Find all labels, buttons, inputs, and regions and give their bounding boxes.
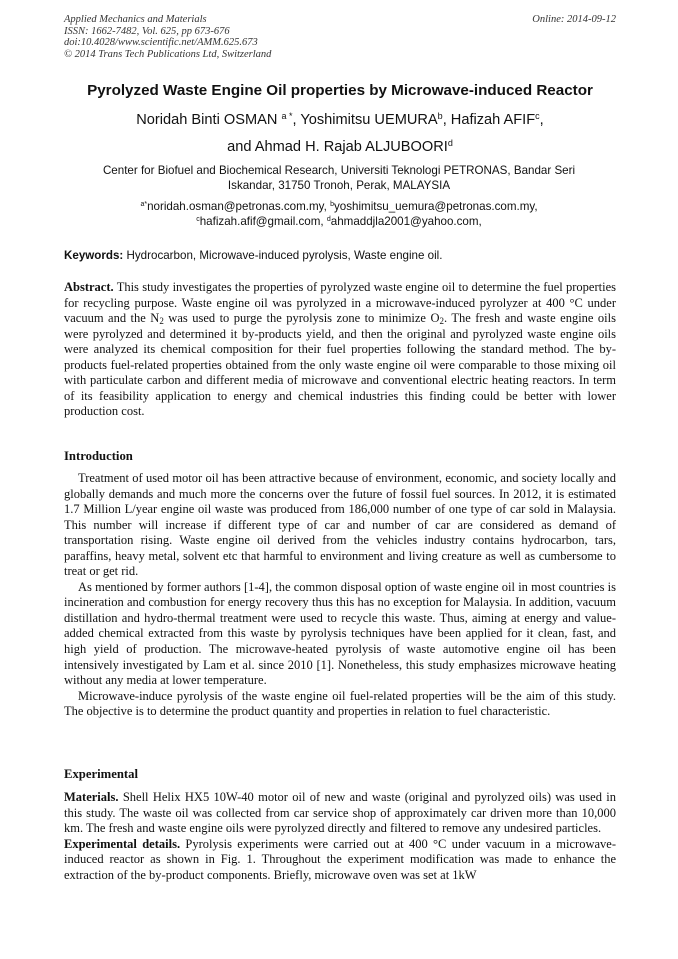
email-3[interactable]: hafizah.afif@gmail.com, [199, 214, 324, 228]
materials-label: Materials. [64, 790, 119, 804]
abstract [64, 280, 616, 420]
author-3: Hafizah AFIF [450, 112, 536, 128]
author-3-affil: c [535, 111, 540, 121]
journal-header [64, 14, 616, 60]
affiliation-line-2: Iskandar, 31750 Tronoh, Perak, MALAYSIA [227, 178, 451, 192]
abstract-sub-b: 2 [439, 316, 444, 327]
abstract-label: Abstract. [64, 280, 114, 294]
introduction-heading: Introduction [64, 449, 133, 463]
materials-text: Shell Helix HX5 10W-40 motor oil of new and waste (original and pyrolyzed oils) was used in this study. The waste oil was collected from car service shop of approximately car driven more than 10,000 km. The fresh and waste engine oils were pyrolyzed directly and filtered to remove any undesired particles. [64, 790, 616, 836]
journal-doi: doi:10.4028/www.scientific.net/AMM.625.673 [64, 37, 258, 48]
keywords [64, 249, 616, 262]
email-line-2 [58, 215, 620, 230]
details-text: Pyrolysis experiments were carried out at 400 °C under vacuum in a microwave-induced reactor as shown in Fig. 1. Throughout the experiment modification was made to enhance the extraction of the by-product components. Briefly, microwave oven was set at 1kW [64, 836, 617, 882]
paper-title: Pyrolyzed Waste Engine Oil properties by Microwave-induced Reactor [87, 82, 593, 99]
affiliation [58, 164, 620, 193]
abstract-text-c: . The fresh and waste engine oils were pyrolyzed and determined it by-products yield, and then the original and pyrolyzed waste engine oils were analyzed its chemical composition for their fuel properties following the standard method. The by-products fuel-related properties obtained from the only waste engine oil were comparable to those mixing oil with particulate carbon and different media of microwave and conventional electric heating reactors. In term of its feasibility application to energy and chemical industries this finding could be better with lower production cost. [64, 311, 616, 419]
author-2-affil: b [437, 111, 443, 121]
online-date: Online: 2014-09-12 [532, 14, 616, 25]
affiliation-line-1: Center for Biofuel and Biochemical Research, Universiti Teknologi PETRONAS, Bandar Seri [102, 164, 576, 177]
abstract-paragraph [64, 280, 616, 420]
materials-paragraph [64, 790, 616, 837]
email-4-sup: d [326, 215, 331, 223]
details-label: Experimental details. [64, 836, 181, 851]
keywords-label: Keywords: [64, 249, 124, 262]
abstract-text-b: was used to purge the pyrolysis zone to minimize O [163, 311, 440, 326]
intro-paragraph-1: Treatment of used motor oil has been attractive because of environment, economic, and society locally and globally demands and much more the concerns over the future of fossil fuel sources. In 2012, it is estimated 1.7 Million L/year engine oil waste was produced from 186,000 number of one type of car sold in Malaysia. This number will increase if different type of car and number of car are considered as demand of transportation rising. Waste engine oil derived from the vehicles industry contains hydrocarbon, tars, paraffins, heavy metal, solvent etc that harmful to environment and living creature as well as cumbersome to treat or get rid. [64, 471, 616, 579]
experimental-heading: Experimental [64, 767, 139, 781]
author-emails [58, 200, 620, 229]
email-3-sup: c [196, 215, 200, 223]
abstract-sub-a: 2 [159, 316, 164, 327]
intro-paragraph-2: As mentioned by former authors [1-4], the common disposal option of waste engine oil in most countries is incineration and combustion for energy recovery thus this has no exception for Malaysia. In addition, vacuum distillation and hydro-thermal treatment were used to recycle this waste. Thus, aiming at energy and value-added chemical extracted from this waste by pyrolysis techniques have been applied for it clean, fast, and high yield of production. The microwave-heated pyrolysis of waste automotive engine oil has been intensively investigated by Lam et al. since 2010 [1]. Nonetheless, this study emphasizes microwave heating without any media at lower temperature. [64, 579, 616, 688]
email-1[interactable]: noridah.osman@petronas.com.my, [147, 200, 327, 213]
introduction-section [64, 471, 616, 720]
details-paragraph [64, 837, 616, 884]
email-2-sup: b [330, 201, 334, 208]
email-line-1 [58, 200, 620, 215]
keywords-text: Hydrocarbon, Microwave-induced pyrolysis, Waste engine oil. [126, 249, 443, 262]
author-4-affil: d [447, 138, 453, 148]
author-line-2 [40, 139, 640, 155]
intro-paragraph-3: Microwave-induce pyrolysis of the waste engine oil fuel-related properties will be the aim of this study. The objective is to determine the product quantity and properties in relation to fuel characteristic. [64, 688, 616, 719]
email-4[interactable]: ahmaddjla2001@yahoo.com, [330, 214, 482, 228]
journal-copyright: © 2014 Trans Tech Publications Ltd, Switzerland [64, 48, 272, 60]
email-2[interactable]: yoshimitsu_uemura@petronas.com.my, [333, 200, 538, 213]
author-1: Noridah Binti OSMAN [136, 112, 278, 128]
experimental-section [64, 790, 616, 883]
abstract-text-a: This study investigates the properties of pyrolyzed waste engine oil to determine the fuel properties for recycling purpose. Waste engine oil was pyrolyzed in a microwave-induced pyrolyzer at 400 °C under vacuum and the N [64, 280, 616, 326]
journal-name: Applied Mechanics and Materials [64, 14, 207, 25]
author-4: and Ahmad H. Rajab ALJUBOORI [227, 139, 448, 155]
author-1-affil: a * [281, 111, 293, 121]
email-1-sup: a* [140, 201, 148, 208]
author-line-1: Noridah Binti OSMAN $^{a *}$, Yoshimitsu UEMURA$^b$, Hafizah AFIF$^c$, [136, 111, 544, 128]
journal-issn: ISSN: 1662-7482, Vol. 625, pp 673-676 [64, 25, 230, 37]
author-2: Yoshimitsu UEMURA [300, 112, 438, 128]
